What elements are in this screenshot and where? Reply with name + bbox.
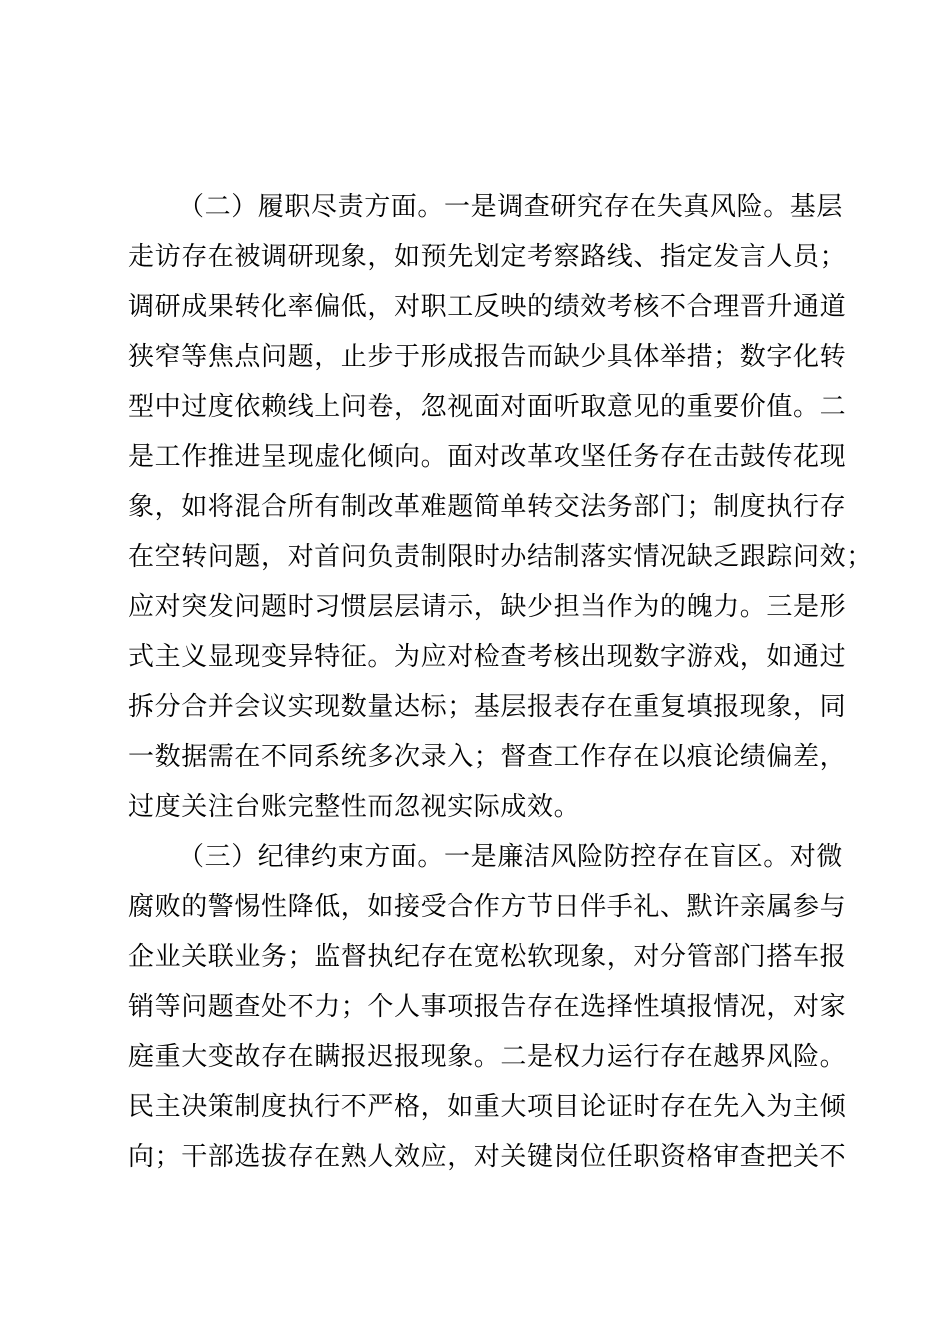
paragraph-1-line-5: 型中过度依赖线上问卷，忽视面对面听取意见的重要价值。二 xyxy=(128,392,847,422)
paragraph-2-line-1: （三）纪律约束方面。一是廉洁风险防控存在盲区。对微 xyxy=(178,842,844,872)
paragraph-1-line-13: 过度关注台账完整性而忽视实际成效。 xyxy=(128,792,581,822)
paragraph-1-line-4: 狭窄等焦点问题，止步于形成报告而缺少具体举措；数字化转 xyxy=(128,342,847,372)
paragraph-2-line-6: 民主决策制度执行不严格，如重大项目论证时存在先入为主倾 xyxy=(128,1092,847,1122)
paragraph-1-line-8: 在空转问题，对首问负责制限时办结制落实情况缺乏跟踪问效； xyxy=(128,542,873,572)
paragraph-1-line-1: （二）履职尽责方面。一是调查研究存在失真风险。基层 xyxy=(178,192,844,222)
paragraph-2-line-4: 销等问题查处不力；个人事项报告存在选择性填报情况，对家 xyxy=(128,992,847,1022)
paragraph-1-line-2: 走访存在被调研现象，如预先划定考察路线、指定发言人员； xyxy=(128,242,847,272)
paragraph-1-line-6: 是工作推进呈现虚化倾向。面对改革攻坚任务存在击鼓传花现 xyxy=(128,442,847,472)
paragraph-1-line-10: 式主义显现变异特征。为应对检查考核出现数字游戏，如通过 xyxy=(128,642,847,672)
paragraph-1-line-3: 调研成果转化率偏低，对职工反映的绩效考核不合理晋升通道 xyxy=(128,292,847,322)
paragraph-2-line-7: 向；干部选拔存在熟人效应，对关键岗位任职资格审查把关不 xyxy=(128,1142,847,1172)
paragraph-2-line-2: 腐败的警惕性降低，如接受合作方节日伴手礼、默许亲属参与 xyxy=(128,892,847,922)
paragraph-1-line-11: 拆分合并会议实现数量达标；基层报表存在重复填报现象，同 xyxy=(128,692,847,722)
paragraph-1-line-9: 应对突发问题时习惯层层请示，缺少担当作为的魄力。三是形 xyxy=(128,592,847,622)
paragraph-1-line-7: 象，如将混合所有制改革难题简单转交法务部门；制度执行存 xyxy=(128,492,847,522)
paragraph-2-line-3: 企业关联业务；监督执纪存在宽松软现象，对分管部门搭车报 xyxy=(128,942,847,972)
paragraph-1-line-12: 一数据需在不同系统多次录入；督查工作存在以痕论绩偏差， xyxy=(128,742,847,772)
paragraph-2-line-5: 庭重大变故存在瞒报迟报现象。二是权力运行存在越界风险。 xyxy=(128,1042,847,1072)
